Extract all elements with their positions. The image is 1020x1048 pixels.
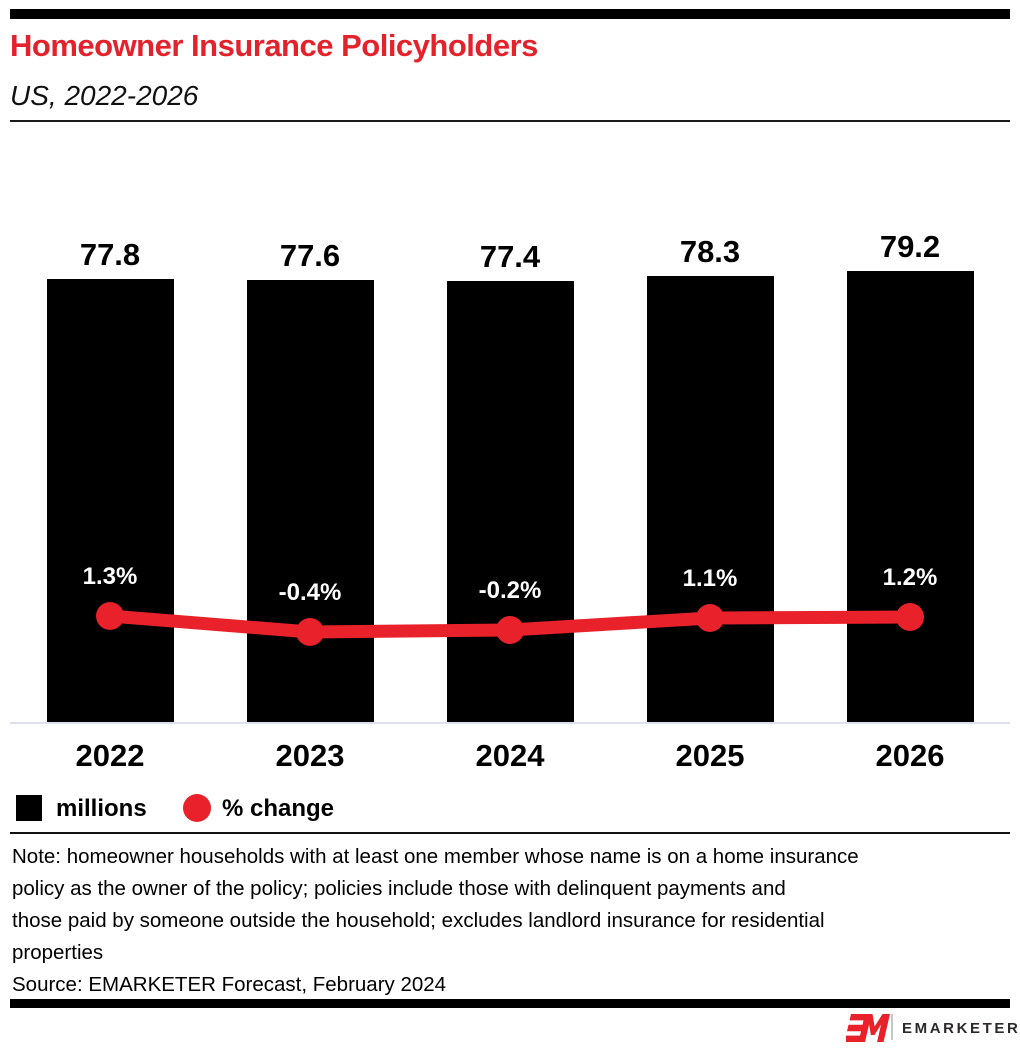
- emarketer-logo: [846, 1012, 1020, 1044]
- em-monogram-icon: [846, 1014, 890, 1042]
- chart-title: Homeowner Insurance Policyholders: [10, 28, 538, 63]
- pct-change-label-2026: 1.2%: [882, 564, 938, 591]
- pct-change-label-2023: -0.4%: [278, 579, 342, 606]
- bar-2025: [647, 276, 774, 723]
- source-text: Source: EMARKETER Forecast, February 2024: [12, 973, 447, 996]
- note-text: [12, 841, 1002, 969]
- header-rule: [10, 120, 1010, 122]
- pct-change-label-2025: 1.1%: [682, 565, 738, 592]
- bar-value-label-2022: 77.8: [79, 237, 141, 272]
- legend-rule: [10, 832, 1010, 834]
- logo-divider: [891, 1014, 893, 1040]
- brand-wordmark: EMARKETER: [902, 1020, 1020, 1037]
- chart-subtitle: US, 2022-2026: [10, 80, 199, 111]
- note-line: Note: homeowner households with at least one member whose name is on a home insurance: [12, 845, 859, 868]
- chart-legend: [16, 792, 1006, 826]
- bar-2026: [847, 271, 974, 723]
- legend-label-millions: millions: [56, 795, 147, 822]
- bar-value-label-2023: 77.6: [279, 238, 341, 273]
- bar-value-label-2024: 77.4: [479, 239, 541, 274]
- bottom-rule: [10, 999, 1010, 1008]
- note-line: policy as the owner of the policy; policies include those with delinquent payments and: [12, 877, 786, 900]
- top-rule: [10, 9, 1010, 19]
- bar-value-label-2025: 78.3: [679, 234, 741, 269]
- legend-swatch-millions: [16, 795, 42, 821]
- bar-2024: [447, 281, 574, 723]
- x-axis-label-2026: 2026: [875, 738, 945, 773]
- x-axis-label-2023: 2023: [275, 738, 345, 773]
- bar-2023: [247, 280, 374, 723]
- bar-2022: [47, 279, 174, 723]
- bar-line-chart: [0, 130, 1020, 730]
- note-line: properties: [12, 941, 104, 964]
- x-axis-line: [10, 722, 1010, 724]
- x-axis-label-2024: 2024: [475, 738, 545, 773]
- pct-change-label-2022: 1.3%: [82, 563, 138, 590]
- x-axis-label-2022: 2022: [75, 738, 145, 773]
- x-axis-label-2025: 2025: [675, 738, 745, 773]
- legend-label-pct-change: % change: [222, 795, 335, 822]
- note-line: those paid by someone outside the household; excludes landlord insurance for residential: [12, 909, 825, 932]
- bar-value-label-2026: 79.2: [879, 229, 941, 264]
- legend-swatch-pct-change: [183, 794, 211, 822]
- pct-change-label-2024: -0.2%: [478, 577, 542, 604]
